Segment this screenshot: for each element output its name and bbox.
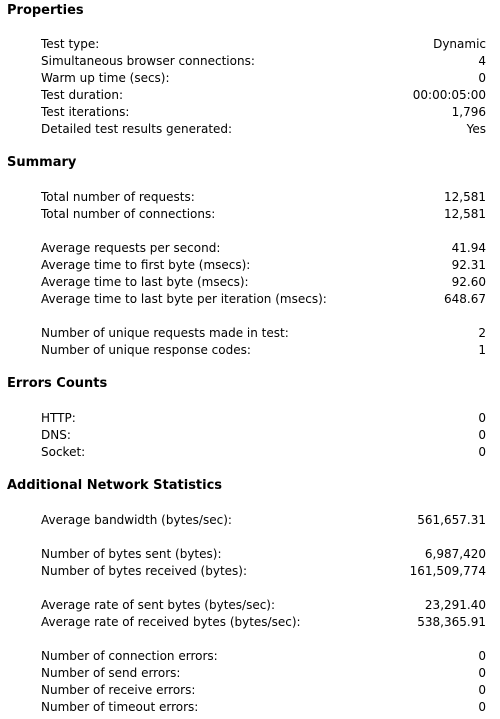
stat-label: Number of timeout errors: — [41, 700, 199, 714]
stat-label: Total number of connections: — [41, 207, 216, 221]
stat-row-bytes-sent — [41, 546, 486, 563]
stat-row-avg-rate-received — [41, 614, 486, 631]
stat-value: 1 — [478, 343, 486, 357]
stat-label: Socket: — [41, 445, 86, 459]
stat-label: Average time to first byte (msecs): — [41, 258, 251, 272]
stat-value: 0 — [478, 666, 486, 680]
stat-value: 23,291.40 — [424, 598, 486, 612]
stat-label: Test iterations: — [41, 105, 130, 119]
stat-label: Warm up time (secs): — [41, 71, 170, 85]
stat-value: 92.31 — [451, 258, 486, 272]
stat-value: 92.60 — [451, 275, 486, 289]
stat-label: Number of receive errors: — [41, 683, 196, 697]
stat-row-socket-errors — [41, 444, 486, 461]
summary-heading: Summary — [7, 155, 77, 170]
stat-label: Detailed test results generated: — [41, 122, 233, 136]
stat-row-dns-errors — [41, 427, 486, 444]
stat-row-total-connections — [41, 206, 486, 223]
stat-row-unique-response-codes — [41, 342, 486, 359]
stat-row-total-requests — [41, 189, 486, 206]
stat-label: Test type: — [41, 37, 100, 51]
stat-row-bytes-received — [41, 563, 486, 580]
network-stats-heading: Additional Network Statistics — [7, 478, 223, 493]
stat-row-avg-time-last-byte — [41, 274, 486, 291]
stat-label: Number of send errors: — [41, 666, 181, 680]
stat-row-warm-up-time — [41, 70, 486, 87]
stat-label: Average time to last byte per iteration (msecs): — [41, 292, 327, 306]
stat-value: 0 — [478, 71, 486, 85]
stat-label: Average time to last byte (msecs): — [41, 275, 249, 289]
stat-row-avg-time-last-byte-per-iteration — [41, 291, 486, 308]
stat-value: 0 — [478, 428, 486, 442]
stat-value: 561,657.31 — [417, 513, 486, 527]
stat-row-avg-bandwidth — [41, 512, 486, 529]
errors-heading: Errors Counts — [7, 376, 108, 391]
stat-row-test-type — [41, 36, 486, 53]
stat-value: 538,365.91 — [417, 615, 486, 629]
stat-value: 41.94 — [451, 241, 486, 255]
stat-row-connection-errors — [41, 648, 486, 665]
stat-value: 4 — [478, 54, 486, 68]
stat-row-timeout-errors — [41, 699, 486, 716]
stat-label: Number of bytes sent (bytes): — [41, 547, 222, 561]
stat-row-detailed-results — [41, 121, 486, 138]
stat-row-avg-time-first-byte — [41, 257, 486, 274]
stat-value: 2 — [478, 326, 486, 340]
stat-value: 12,581 — [444, 190, 486, 204]
stat-label: Number of unique response codes: — [41, 343, 251, 357]
stat-row-unique-requests — [41, 325, 486, 342]
stat-row-avg-rate-sent — [41, 597, 486, 614]
stat-label: HTTP: — [41, 411, 76, 425]
stat-label: Average rate of received bytes (bytes/sec): — [41, 615, 301, 629]
stat-value: 12,581 — [444, 207, 486, 221]
properties-heading: Properties — [7, 3, 84, 18]
stat-value: 0 — [478, 411, 486, 425]
stat-value: 648.67 — [444, 292, 486, 306]
stat-value: 1,796 — [451, 105, 486, 119]
stat-label: Simultaneous browser connections: — [41, 54, 255, 68]
stat-row-avg-requests-per-second — [41, 240, 486, 257]
stat-value: 00:00:05:00 — [412, 88, 486, 102]
stat-value: 0 — [478, 683, 486, 697]
stat-value: Yes — [466, 122, 486, 136]
stat-label: Average rate of sent bytes (bytes/sec): — [41, 598, 276, 612]
stat-label: Total number of requests: — [41, 190, 195, 204]
stat-row-send-errors — [41, 665, 486, 682]
stat-value: 0 — [478, 700, 486, 714]
stat-row-receive-errors — [41, 682, 486, 699]
stat-label: Number of connection errors: — [41, 649, 218, 663]
stat-value: Dynamic — [433, 37, 486, 51]
stat-value: 0 — [478, 445, 486, 459]
stat-value: 0 — [478, 649, 486, 663]
stat-row-http-errors — [41, 410, 486, 427]
stat-row-test-duration — [41, 87, 486, 104]
stat-label: Number of unique requests made in test: — [41, 326, 289, 340]
stat-label: Average requests per second: — [41, 241, 221, 255]
stat-label: Number of bytes received (bytes): — [41, 564, 248, 578]
stat-row-test-iterations — [41, 104, 486, 121]
stat-value: 161,509,774 — [409, 564, 486, 578]
stat-label: Average bandwidth (bytes/sec): — [41, 513, 232, 527]
stat-row-simultaneous-connections — [41, 53, 486, 70]
stat-label: Test duration: — [41, 88, 123, 102]
stat-value: 6,987,420 — [424, 547, 486, 561]
stat-label: DNS: — [41, 428, 71, 442]
